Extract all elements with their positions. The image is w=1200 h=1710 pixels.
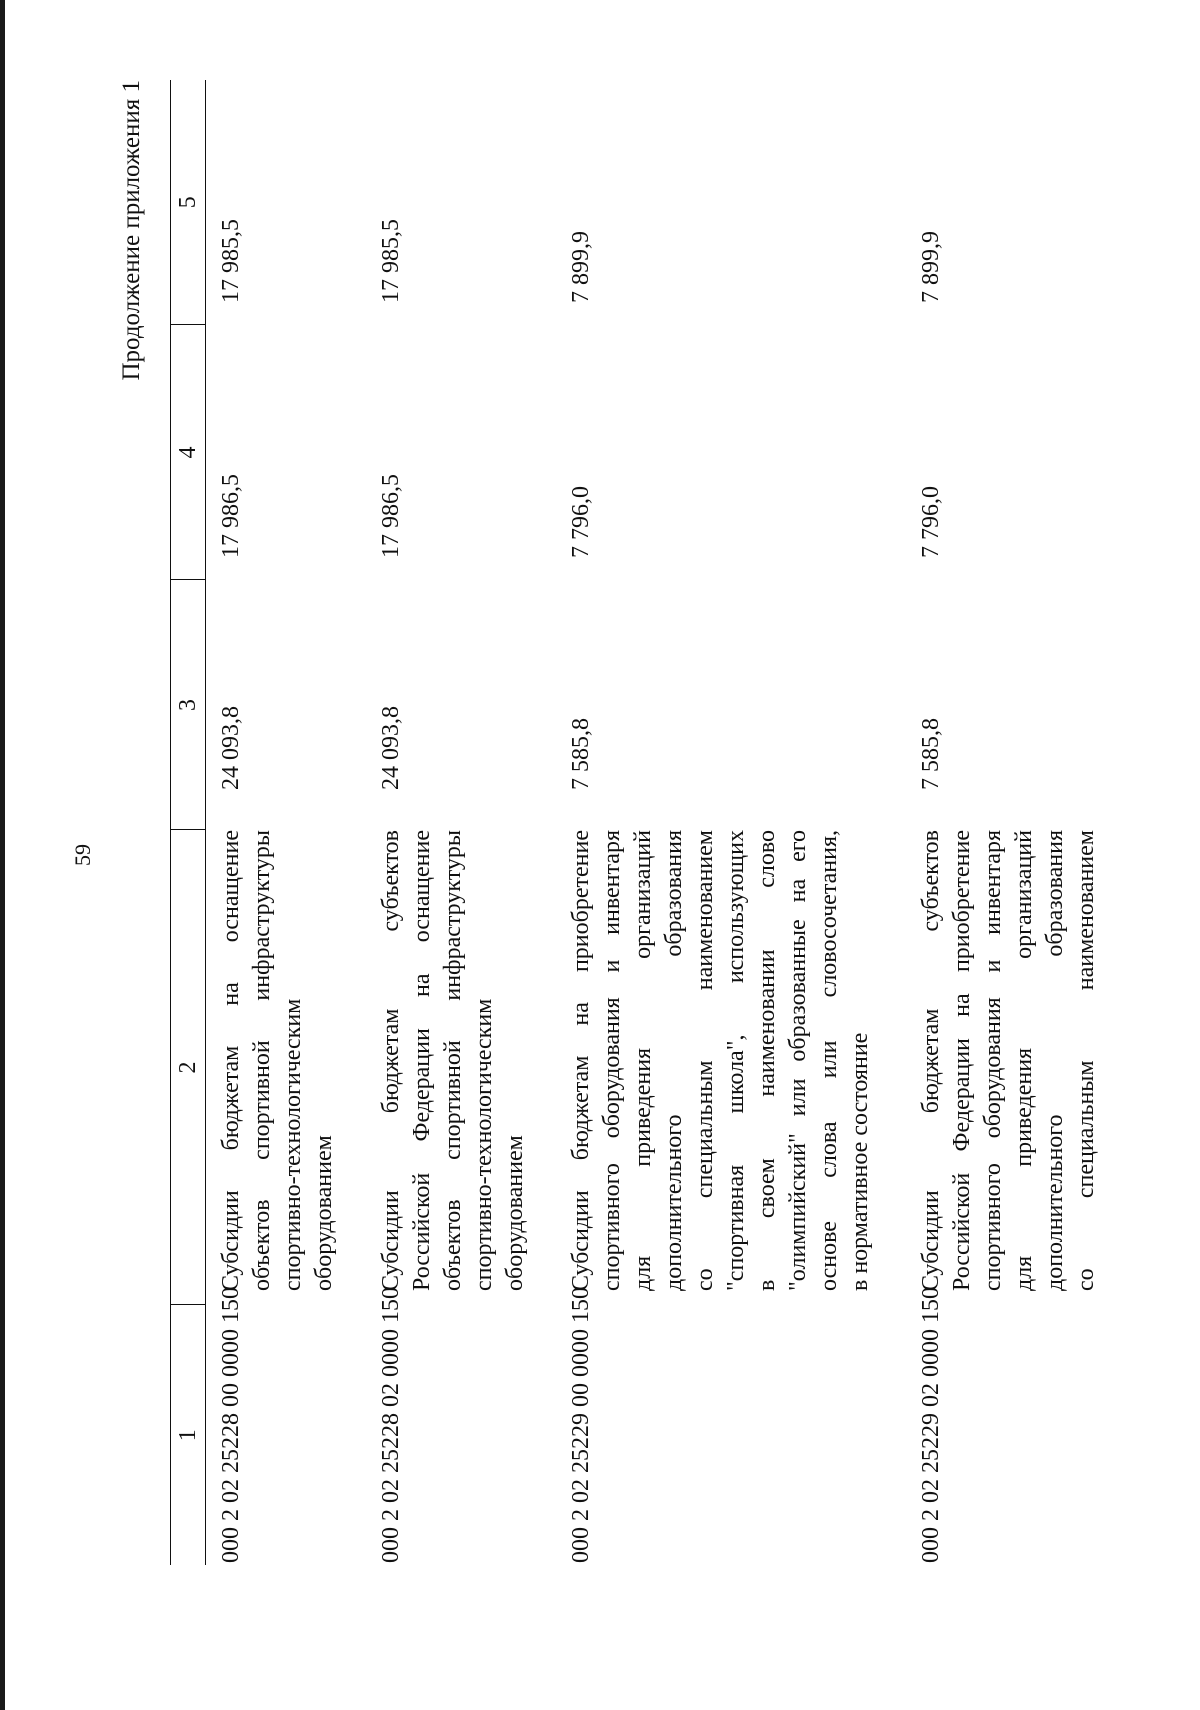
name-line: со специальным наименованием <box>1073 830 1099 1291</box>
table-row <box>906 80 1102 1565</box>
value-col-5: 17 985,5 <box>218 219 244 303</box>
name-line: оборудованием <box>311 1135 337 1291</box>
appendix-table <box>170 80 1102 1565</box>
name-line: Субсидии бюджетам субъектов <box>918 830 944 1291</box>
value-col-4: 7 796,0 <box>568 486 594 558</box>
name-line: дополнительного образования <box>661 830 687 1291</box>
name-line: спортивного оборудования и инвентаря <box>599 830 625 1291</box>
budget-code: 000 2 02 25229 00 0000 150 <box>568 1287 594 1563</box>
name-line: дополнительного образования <box>1042 830 1068 1291</box>
name-line: "спортивная школа", использующих <box>723 830 749 1291</box>
header-col-2: 2 <box>171 830 206 1305</box>
name-line: в своем наименовании слово <box>754 830 780 1291</box>
name-line: оборудованием <box>502 1135 528 1291</box>
header-col-1: 1 <box>171 1305 206 1565</box>
name-line: со специальным наименованием <box>692 830 718 1291</box>
table-row <box>556 80 906 1565</box>
name-line: спортивно-технологическим <box>471 998 497 1291</box>
continuation-label: Продолжение приложения 1 <box>118 80 145 381</box>
name-line: основе слова или словосочетания, <box>816 830 842 1291</box>
page-number: 59 <box>70 844 95 866</box>
header-row <box>171 80 206 1565</box>
name-line: Российской Федерации на приобретение <box>949 830 975 1291</box>
header-col-5: 5 <box>171 80 206 325</box>
table-row <box>206 80 367 1565</box>
name-line: Российской Федерации на оснащение <box>409 830 435 1291</box>
budget-code: 000 2 02 25228 02 0000 150 <box>378 1287 404 1563</box>
value-col-3: 24 093,8 <box>218 706 244 790</box>
name-line: объектов спортивной инфраструктуры <box>440 830 466 1291</box>
name-line: "олимпийский" или образованные на его <box>785 830 811 1291</box>
value-col-4: 17 986,5 <box>378 474 404 558</box>
name-line: в нормативное состояние <box>847 1032 873 1291</box>
budget-code: 000 2 02 25228 00 0000 150 <box>218 1287 244 1563</box>
income-name <box>906 830 1102 1305</box>
income-name <box>556 830 906 1305</box>
name-line: Субсидии бюджетам на приобретение <box>568 830 594 1291</box>
header-col-4: 4 <box>171 325 206 580</box>
header-col-3: 3 <box>171 580 206 830</box>
value-col-5: 7 899,9 <box>918 231 944 303</box>
value-col-4: 7 796,0 <box>918 486 944 558</box>
name-line: спортивно-технологическим <box>280 998 306 1291</box>
name-line: Субсидии бюджетам на оснащение <box>218 830 244 1291</box>
income-name <box>206 830 367 1305</box>
value-col-3: 24 093,8 <box>378 706 404 790</box>
name-line: объектов спортивной инфраструктуры <box>249 830 275 1291</box>
name-line: Субсидии бюджетам субъектов <box>378 830 404 1291</box>
value-col-3: 7 585,8 <box>568 718 594 790</box>
name-line: для приведения организаций <box>1011 830 1037 1291</box>
value-col-5: 7 899,9 <box>568 231 594 303</box>
table-row <box>366 80 556 1565</box>
name-line: спортивного оборудования и инвентаря <box>980 830 1006 1291</box>
budget-code: 000 2 02 25229 02 0000 150 <box>918 1287 944 1563</box>
value-col-5: 17 985,5 <box>378 219 404 303</box>
value-col-4: 17 986,5 <box>218 474 244 558</box>
income-name <box>366 830 556 1305</box>
name-line: для приведения организаций <box>630 830 656 1291</box>
value-col-3: 7 585,8 <box>918 718 944 790</box>
